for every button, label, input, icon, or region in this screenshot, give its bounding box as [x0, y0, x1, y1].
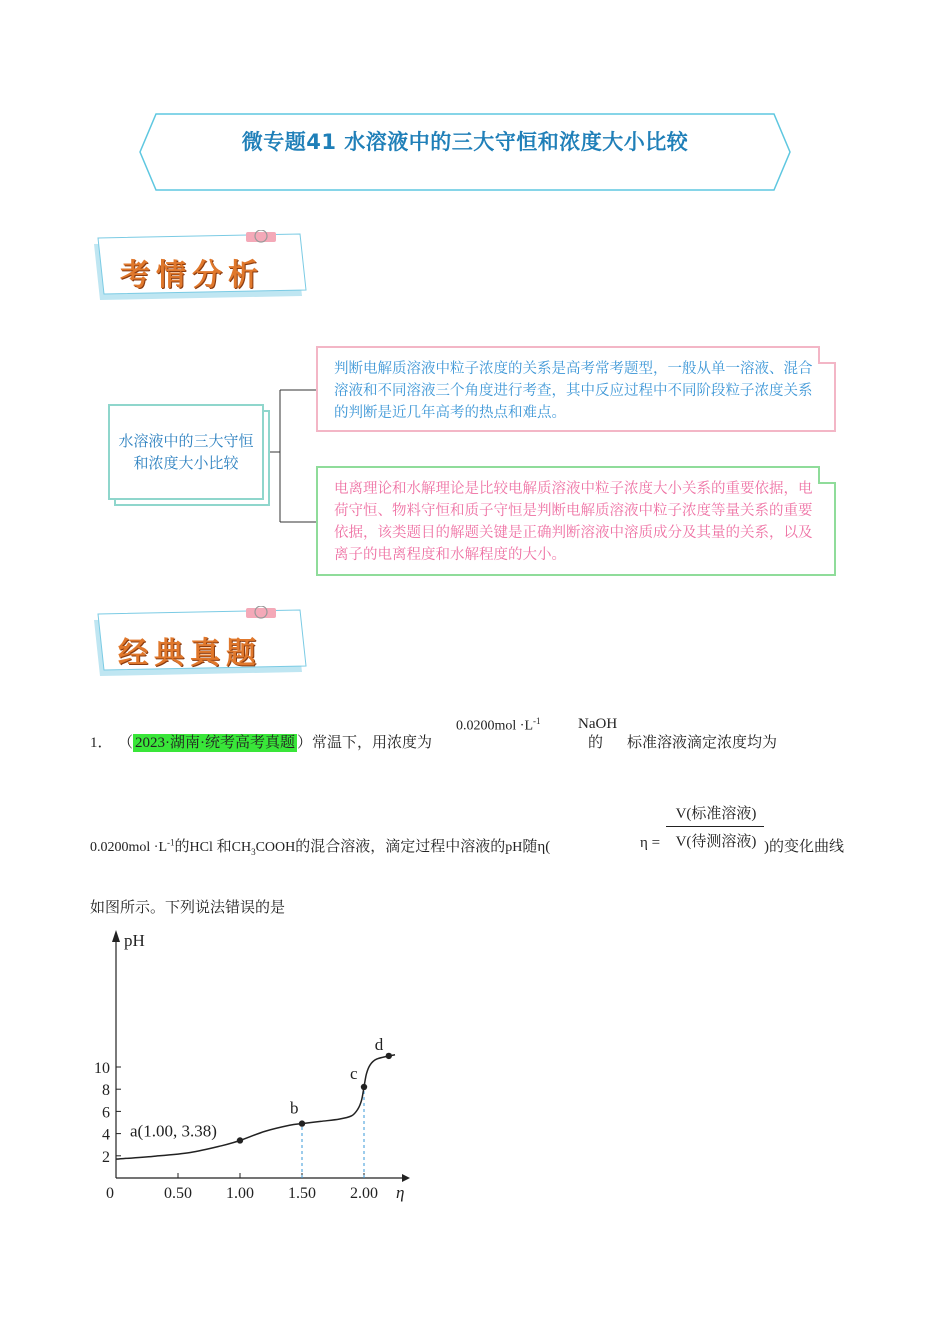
section-label-exam: 经典真题 [118, 636, 262, 671]
data-point [361, 1084, 367, 1090]
y-axis-label: pH [124, 931, 145, 950]
x-axis-label: η [396, 1183, 405, 1202]
formula-ch3cooh: $CH_3COOH$ [231, 840, 296, 857]
section-label-analysis: 考情分析 [120, 258, 264, 293]
question-source: 2023·湖南·统考高考真题 [135, 735, 296, 751]
fraction-denominator: V(待测溶液) [675, 834, 757, 850]
question-text-5: 如图所示。下列说法错误的是 [90, 900, 286, 916]
note-2-text: 电离理论和水解理论是比较电解质溶液中粒子浓度大小关系的重要依据，电荷守恒、物料守恒和质子守恒是判断电解质溶液中粒子浓度等量关系的重要依据，该类题目的解题关键是正确判断溶液中溶质成分及其量的关系，以及离子的电离程度和水解程度的大小。 [334, 481, 813, 563]
formula-naoh: NaOH [578, 716, 618, 732]
question-text-1: 常温下，用浓度为 [312, 735, 433, 751]
y-tick-label: 10 [94, 1060, 110, 1077]
data-point-label: b [290, 1098, 299, 1118]
question-text-4: )的变化曲线 [764, 839, 845, 855]
y-tick-label: 4 [102, 1126, 110, 1144]
conc-1: $0.0200mol \cdot L^{-1}$ [456, 716, 541, 734]
question-de: 的 [588, 735, 604, 751]
fraction-numerator: V(标准溶液) [675, 806, 757, 822]
data-point-label: a(1.00, 3.38) [130, 1121, 217, 1141]
data-point [299, 1120, 305, 1126]
data-point [386, 1053, 392, 1059]
x-tick-label: 0.50 [164, 1185, 192, 1202]
mindmap-note-1 [316, 346, 836, 432]
data-point-label: c [350, 1063, 358, 1083]
x-axis-arrow [402, 1174, 410, 1182]
question-text-2: 标准溶液滴定浓度均为 [627, 735, 778, 751]
mindmap-note-2 [316, 466, 836, 576]
y-tick-label: 8 [102, 1082, 110, 1100]
titration-chart [84, 924, 414, 1210]
mindmap-center: 水溶液中的三大守恒和浓度大小比较 [108, 404, 264, 500]
eta-eq: η = [640, 835, 661, 851]
data-point [237, 1137, 243, 1143]
y-axis-arrow [112, 930, 120, 942]
data-point-label: d [374, 1034, 384, 1054]
question-number: 1． [90, 735, 113, 751]
y-tick-label: 2 [102, 1148, 110, 1166]
x-tick-label: 2.00 [350, 1185, 378, 1202]
page-title: 微专题41 水溶液中的三大守恒和浓度大小比较 [241, 130, 689, 154]
fraction-bar [666, 826, 764, 827]
y-tick-label: 6 [102, 1104, 110, 1122]
formula-hcl: HCl [189, 840, 213, 855]
x-tick-label: 1.50 [288, 1185, 316, 1202]
question-source-wrap: （ 2023·湖南·统考高考真题 ）常温下，用浓度为 [118, 735, 433, 751]
x-tick-label: 1.00 [226, 1185, 254, 1202]
conc-2: $0.0200mol \cdot L^{-1}$ [90, 837, 175, 855]
note-1-text: 判断电解质溶液中粒子浓度的关系是高考常考题型，一般从单一溶液、混合溶液和不同溶液三个角度进行考查，其中反应过程中不同阶段粒子浓度关系的判断是近几年高考的热点和难点。 [334, 361, 813, 421]
x-tick-label: 0 [106, 1185, 114, 1202]
mindmap-connector [264, 380, 320, 530]
question-line-2: $0.0200mol \cdot L^{-1}$的HCl 和$CH_3COOH$的混合溶液，滴定过程中溶液的pH随η( [90, 837, 551, 857]
